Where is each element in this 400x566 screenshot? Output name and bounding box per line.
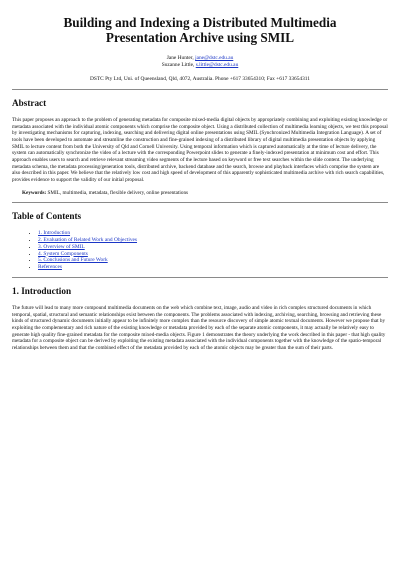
toc-item: [38, 237, 388, 244]
toc-link-conclusions[interactable]: 5. Conclusions and Future Work: [38, 257, 108, 264]
introduction-heading: 1. Introduction: [12, 285, 72, 296]
author-block: [12, 55, 388, 69]
toc-item: [38, 230, 388, 237]
abstract-heading: Abstract: [12, 98, 47, 108]
toc-link-related-work[interactable]: 2. Evaluation of Related Work and Objectives: [38, 236, 138, 243]
toc-link-smil-overview[interactable]: 3. Overview of SMIL: [38, 243, 85, 250]
introduction-text: The future will lead to many more compound multimedia documents on the web which combine text, image, audio and video in rich complex structured documents in which temporal, spatial, structural and semantic relationships exist between the components. The problems associated with indexing, archiving, searching, browsing and retrieving these kinds of structured dynamic documents initially appear to be infinitely more complex than the resource discovery of simple atomic textual documents. However we propose that by exploiting the complementary and rich nature of the existing knowledge or metadata provided by each of the separate atomic components, it may actually be relatively easy to generate high quality fine-grained metadata for the composite mixed-media objects. Figure 1 demonstrates the theory underlying the work described in this paper - that high quality metadata for a composite object can be derived by exploiting the existing metadata associated with the individual components together with the knowledge of the spatio-temporal relationships between them and that the combined effect of the metadata provided by each of the atomic objects may be greater than the sum of their parts.: [12, 304, 386, 351]
author-name: Jane Hunter,: [166, 55, 194, 61]
toc-link-introduction[interactable]: 1. Introduction: [38, 230, 71, 237]
divider: [12, 202, 388, 203]
toc-item: [38, 264, 388, 271]
keywords-label: Keywords:: [22, 189, 47, 196]
keywords-line: [22, 190, 388, 197]
divider: [12, 89, 388, 90]
toc-list: [12, 230, 388, 271]
toc-link-system-components[interactable]: 4. System Components: [38, 250, 88, 257]
toc-item: [38, 251, 388, 258]
affiliation: DSTC Pty Ltd, Uni. of Queensland, Qld, 4072, Australia. Phone +617 33654310; Fax +617 33654311: [90, 76, 310, 82]
abstract-text: This paper proposes an approach to the problem of generating metadata for composite mixed-media digital objects by appropriately combining and exploiting existing knowledge or metadata associated with the individual atomic components which comprise the composite object. Using a distributed collection of multimedia learning objects, we test this proposal by investigating mechanisms for capturing, indexing, searching and delivering digital online presentations using SMIL (Synchronized Multimedia Integration Language). A set of tools have been developed to automate and streamline the construction and fine-grained indexing of a distributed library of digital multimedia presentation objects by applying SMIL to lecture content from both the University of Qld and Cornell University. Using temporal information which is captured automatically at the time of lecture delivery, the system can automatically synchronize the video of a lecture with the corresponding Powerpoint slides to generate a finely-indexed presentation at minimum cost and effort. This approach enables users to search and retrieve relevant streaming video segments of the lecture based on keyword or free text searches within the slide content. The underlying metadata schema, the metadata processing/generation tools, distributed archive, backend database and the search, browse and playback interfaces which comprise the system are also described in this paper. We believe that the relatively low cost and high speed of development of this apparently sophisticated multimedia archive with rich search capabilities, provides evidence to support the validity of our initial proposal.: [12, 117, 388, 183]
keywords-text: SMIL, multimedia, metadata, flexible delivery, online presentations: [47, 189, 189, 196]
toc-item: [38, 244, 388, 251]
paper-title: Building and Indexing a Distributed Multimedia Presentation Archive using SMIL: [63, 15, 337, 45]
author-name: Suzanne Little,: [161, 62, 195, 68]
author-email-link[interactable]: s.little@dstc.edu.au: [195, 62, 239, 68]
author-email-link[interactable]: jane@dstc.edu.au: [195, 55, 234, 61]
toc-item: [38, 257, 388, 264]
author-line: [12, 55, 388, 62]
toc-link-references[interactable]: References: [38, 264, 62, 271]
divider: [12, 277, 388, 278]
toc-heading: Table of Contents: [12, 211, 82, 222]
author-line: [12, 62, 388, 69]
